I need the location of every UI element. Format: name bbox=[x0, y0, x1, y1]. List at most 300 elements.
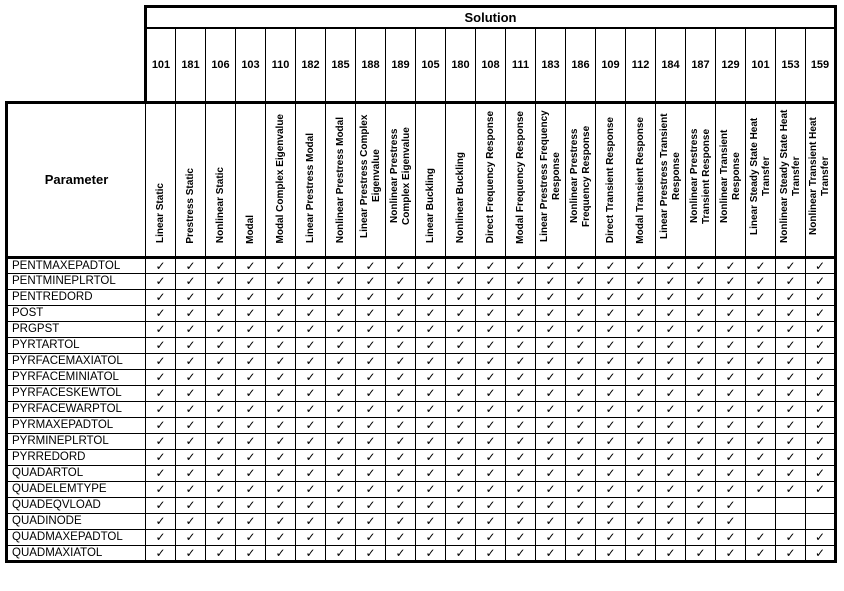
check-mark-cell: ✓ bbox=[146, 433, 176, 449]
parameter-row-QUADMAXEPADTOL bbox=[7, 529, 836, 545]
check-mark-cell: ✓ bbox=[176, 321, 206, 337]
parameter-row-PYRFACEWARPTOL bbox=[7, 401, 836, 417]
check-mark-cell: ✓ bbox=[806, 385, 836, 401]
check-mark-cell: ✓ bbox=[716, 497, 746, 513]
check-mark-cell: ✓ bbox=[176, 529, 206, 545]
solution-label-cell bbox=[266, 102, 296, 257]
check-mark-cell: ✓ bbox=[176, 417, 206, 433]
solution-code-189: 189 bbox=[386, 28, 416, 102]
parameter-name: PRGPST bbox=[7, 321, 146, 337]
check-mark-cell: ✓ bbox=[686, 497, 716, 513]
check-mark-cell: ✓ bbox=[776, 481, 806, 497]
check-mark-cell: ✓ bbox=[476, 433, 506, 449]
check-mark-cell: ✓ bbox=[566, 273, 596, 289]
check-mark-cell: ✓ bbox=[806, 337, 836, 353]
check-mark-cell: ✓ bbox=[776, 433, 806, 449]
check-mark-cell: ✓ bbox=[536, 465, 566, 481]
check-mark-cell: ✓ bbox=[266, 497, 296, 513]
check-mark-cell: ✓ bbox=[626, 369, 656, 385]
check-mark-cell: ✓ bbox=[236, 353, 266, 369]
check-mark-cell: ✓ bbox=[596, 545, 626, 561]
check-mark-cell: ✓ bbox=[716, 369, 746, 385]
check-mark-cell: ✓ bbox=[686, 321, 716, 337]
check-mark-cell: ✓ bbox=[446, 353, 476, 369]
check-mark-cell: ✓ bbox=[446, 465, 476, 481]
check-mark-cell: ✓ bbox=[386, 385, 416, 401]
check-mark-cell: ✓ bbox=[656, 321, 686, 337]
check-mark-cell: ✓ bbox=[536, 321, 566, 337]
check-mark-cell: ✓ bbox=[806, 529, 836, 545]
parameter-row-PYRFACEMINIATOL bbox=[7, 369, 836, 385]
check-mark-cell: ✓ bbox=[536, 353, 566, 369]
check-mark-cell: ✓ bbox=[326, 385, 356, 401]
check-mark-cell: ✓ bbox=[596, 289, 626, 305]
check-mark-cell: ✓ bbox=[626, 417, 656, 433]
check-mark-cell: ✓ bbox=[566, 513, 596, 529]
check-mark-cell: ✓ bbox=[596, 417, 626, 433]
parameter-row-QUADINODE bbox=[7, 513, 836, 529]
check-mark-cell: ✓ bbox=[746, 305, 776, 321]
check-mark-cell: ✓ bbox=[596, 513, 626, 529]
solution-code-159: 159 bbox=[806, 28, 836, 102]
check-mark-cell: ✓ bbox=[656, 257, 686, 273]
check-mark-cell: ✓ bbox=[386, 465, 416, 481]
solution-label-cell bbox=[506, 102, 536, 257]
solution-code-111: 111 bbox=[506, 28, 536, 102]
solution-label: Modal Transient Response bbox=[634, 116, 646, 244]
check-mark-cell: ✓ bbox=[206, 481, 236, 497]
solution-labels-row bbox=[7, 102, 836, 257]
check-mark-cell: ✓ bbox=[176, 305, 206, 321]
check-mark-cell: ✓ bbox=[596, 401, 626, 417]
check-mark-cell: ✓ bbox=[686, 305, 716, 321]
check-mark-cell: ✓ bbox=[296, 257, 326, 273]
check-mark-cell: ✓ bbox=[476, 289, 506, 305]
check-mark-cell: ✓ bbox=[236, 433, 266, 449]
solution-label-cell bbox=[806, 102, 836, 257]
check-mark-cell: ✓ bbox=[296, 305, 326, 321]
check-mark-cell: ✓ bbox=[656, 513, 686, 529]
check-mark-cell: ✓ bbox=[236, 273, 266, 289]
solution-code-101: 101 bbox=[746, 28, 776, 102]
solution-label-cell bbox=[446, 102, 476, 257]
check-mark-cell: ✓ bbox=[656, 449, 686, 465]
check-mark-cell: ✓ bbox=[716, 529, 746, 545]
check-mark-cell: ✓ bbox=[146, 481, 176, 497]
check-mark-cell: ✓ bbox=[536, 433, 566, 449]
check-mark-cell: ✓ bbox=[626, 289, 656, 305]
parameter-row-PENTREDORD bbox=[7, 289, 836, 305]
check-mark-cell: ✓ bbox=[686, 417, 716, 433]
check-mark-cell: ✓ bbox=[596, 257, 626, 273]
check-mark-cell: ✓ bbox=[476, 305, 506, 321]
check-mark-cell: ✓ bbox=[296, 401, 326, 417]
parameter-name: QUADELEMTYPE bbox=[7, 481, 146, 497]
check-mark-cell: ✓ bbox=[476, 449, 506, 465]
empty-cell bbox=[746, 497, 776, 513]
check-mark-cell: ✓ bbox=[476, 497, 506, 513]
check-mark-cell: ✓ bbox=[416, 289, 446, 305]
check-mark-cell: ✓ bbox=[506, 513, 536, 529]
check-mark-cell: ✓ bbox=[626, 465, 656, 481]
check-mark-cell: ✓ bbox=[416, 385, 446, 401]
solution-label-cell bbox=[626, 102, 656, 257]
check-mark-cell: ✓ bbox=[416, 257, 446, 273]
check-mark-cell: ✓ bbox=[746, 337, 776, 353]
check-mark-cell: ✓ bbox=[266, 433, 296, 449]
solution-code-110: 110 bbox=[266, 28, 296, 102]
check-mark-cell: ✓ bbox=[206, 369, 236, 385]
check-mark-cell: ✓ bbox=[296, 417, 326, 433]
check-mark-cell: ✓ bbox=[206, 257, 236, 273]
check-mark-cell: ✓ bbox=[356, 289, 386, 305]
check-mark-cell: ✓ bbox=[806, 257, 836, 273]
solution-code-103: 103 bbox=[236, 28, 266, 102]
check-mark-cell: ✓ bbox=[446, 417, 476, 433]
check-mark-cell: ✓ bbox=[656, 289, 686, 305]
solution-code-187: 187 bbox=[686, 28, 716, 102]
check-mark-cell: ✓ bbox=[236, 257, 266, 273]
check-mark-cell: ✓ bbox=[506, 385, 536, 401]
check-mark-cell: ✓ bbox=[296, 497, 326, 513]
check-mark-cell: ✓ bbox=[326, 417, 356, 433]
parameter-row-PYRFACESKEWTOL bbox=[7, 385, 836, 401]
check-mark-cell: ✓ bbox=[806, 481, 836, 497]
check-mark-cell: ✓ bbox=[386, 449, 416, 465]
check-mark-cell: ✓ bbox=[596, 481, 626, 497]
check-mark-cell: ✓ bbox=[656, 465, 686, 481]
empty-cell bbox=[776, 513, 806, 529]
check-mark-cell: ✓ bbox=[416, 529, 446, 545]
check-mark-cell: ✓ bbox=[746, 385, 776, 401]
check-mark-cell: ✓ bbox=[536, 529, 566, 545]
check-mark-cell: ✓ bbox=[596, 449, 626, 465]
check-mark-cell: ✓ bbox=[746, 529, 776, 545]
check-mark-cell: ✓ bbox=[446, 497, 476, 513]
check-mark-cell: ✓ bbox=[266, 481, 296, 497]
check-mark-cell: ✓ bbox=[506, 433, 536, 449]
check-mark-cell: ✓ bbox=[296, 369, 326, 385]
check-mark-cell: ✓ bbox=[386, 353, 416, 369]
check-mark-cell: ✓ bbox=[656, 369, 686, 385]
check-mark-cell: ✓ bbox=[176, 513, 206, 529]
solution-label: Prestress Static bbox=[184, 167, 196, 244]
parameter-row-QUADEQVLOAD bbox=[7, 497, 836, 513]
check-mark-cell: ✓ bbox=[416, 401, 446, 417]
check-mark-cell: ✓ bbox=[506, 497, 536, 513]
solution-header: Solution bbox=[146, 7, 836, 29]
solution-label-cell bbox=[476, 102, 506, 257]
check-mark-cell: ✓ bbox=[716, 257, 746, 273]
check-mark-cell: ✓ bbox=[356, 417, 386, 433]
check-mark-cell: ✓ bbox=[416, 369, 446, 385]
check-mark-cell: ✓ bbox=[746, 401, 776, 417]
check-mark-cell: ✓ bbox=[386, 289, 416, 305]
solution-code-185: 185 bbox=[326, 28, 356, 102]
check-mark-cell: ✓ bbox=[266, 545, 296, 561]
parameter-name: QUADINODE bbox=[7, 513, 146, 529]
check-mark-cell: ✓ bbox=[506, 353, 536, 369]
check-mark-cell: ✓ bbox=[206, 353, 236, 369]
check-mark-cell: ✓ bbox=[686, 513, 716, 529]
check-mark-cell: ✓ bbox=[326, 449, 356, 465]
parameter-name: PYRFACEMINIATOL bbox=[7, 369, 146, 385]
check-mark-cell: ✓ bbox=[206, 385, 236, 401]
check-mark-cell: ✓ bbox=[416, 321, 446, 337]
solution-code-101: 101 bbox=[146, 28, 176, 102]
check-mark-cell: ✓ bbox=[386, 417, 416, 433]
check-mark-cell: ✓ bbox=[206, 449, 236, 465]
check-mark-cell: ✓ bbox=[416, 513, 446, 529]
check-mark-cell: ✓ bbox=[356, 529, 386, 545]
check-mark-cell: ✓ bbox=[236, 449, 266, 465]
check-mark-cell: ✓ bbox=[536, 449, 566, 465]
check-mark-cell: ✓ bbox=[416, 497, 446, 513]
parameter-header: Parameter bbox=[7, 102, 146, 257]
check-mark-cell: ✓ bbox=[386, 273, 416, 289]
check-mark-cell: ✓ bbox=[806, 353, 836, 369]
check-mark-cell: ✓ bbox=[356, 369, 386, 385]
solution-label: Nonlinear Prestress Transient Response bbox=[688, 127, 712, 224]
check-mark-cell: ✓ bbox=[806, 401, 836, 417]
check-mark-cell: ✓ bbox=[146, 417, 176, 433]
check-mark-cell: ✓ bbox=[536, 305, 566, 321]
check-mark-cell: ✓ bbox=[356, 385, 386, 401]
check-mark-cell: ✓ bbox=[356, 497, 386, 513]
check-mark-cell: ✓ bbox=[716, 305, 746, 321]
check-mark-cell: ✓ bbox=[236, 545, 266, 561]
check-mark-cell: ✓ bbox=[596, 353, 626, 369]
check-mark-cell: ✓ bbox=[716, 353, 746, 369]
check-mark-cell: ✓ bbox=[566, 289, 596, 305]
check-mark-cell: ✓ bbox=[326, 529, 356, 545]
solution-code-109: 109 bbox=[596, 28, 626, 102]
check-mark-cell: ✓ bbox=[536, 545, 566, 561]
check-mark-cell: ✓ bbox=[626, 353, 656, 369]
check-mark-cell: ✓ bbox=[296, 465, 326, 481]
check-mark-cell: ✓ bbox=[296, 433, 326, 449]
check-mark-cell: ✓ bbox=[596, 385, 626, 401]
check-mark-cell: ✓ bbox=[776, 529, 806, 545]
check-mark-cell: ✓ bbox=[506, 545, 536, 561]
check-mark-cell: ✓ bbox=[296, 273, 326, 289]
solution-label-cell bbox=[326, 102, 356, 257]
check-mark-cell: ✓ bbox=[326, 353, 356, 369]
check-mark-cell: ✓ bbox=[626, 401, 656, 417]
solution-label: Direct Frequency Response bbox=[484, 111, 496, 244]
check-mark-cell: ✓ bbox=[596, 337, 626, 353]
check-mark-cell: ✓ bbox=[266, 337, 296, 353]
check-mark-cell: ✓ bbox=[506, 449, 536, 465]
check-mark-cell: ✓ bbox=[656, 401, 686, 417]
solution-label: Linear Prestress Modal bbox=[304, 133, 316, 244]
check-mark-cell: ✓ bbox=[206, 321, 236, 337]
check-mark-cell: ✓ bbox=[656, 481, 686, 497]
check-mark-cell: ✓ bbox=[596, 321, 626, 337]
check-mark-cell: ✓ bbox=[716, 385, 746, 401]
check-mark-cell: ✓ bbox=[506, 273, 536, 289]
check-mark-cell: ✓ bbox=[506, 481, 536, 497]
solution-label-cell bbox=[236, 102, 266, 257]
check-mark-cell: ✓ bbox=[146, 529, 176, 545]
check-mark-cell: ✓ bbox=[356, 465, 386, 481]
check-mark-cell: ✓ bbox=[746, 257, 776, 273]
check-mark-cell: ✓ bbox=[686, 337, 716, 353]
check-mark-cell: ✓ bbox=[686, 385, 716, 401]
check-mark-cell: ✓ bbox=[236, 529, 266, 545]
solution-label: Nonlinear Prestress Complex Eigenvalue bbox=[388, 126, 412, 225]
check-mark-cell: ✓ bbox=[566, 417, 596, 433]
check-mark-cell: ✓ bbox=[236, 369, 266, 385]
solution-label: Linear Prestress Complex Eigenvalue bbox=[358, 113, 382, 238]
check-mark-cell: ✓ bbox=[146, 385, 176, 401]
check-mark-cell: ✓ bbox=[296, 321, 326, 337]
parameter-name: QUADMAXEPADTOL bbox=[7, 529, 146, 545]
check-mark-cell: ✓ bbox=[356, 401, 386, 417]
check-mark-cell: ✓ bbox=[476, 273, 506, 289]
check-mark-cell: ✓ bbox=[716, 449, 746, 465]
check-mark-cell: ✓ bbox=[236, 289, 266, 305]
check-mark-cell: ✓ bbox=[176, 545, 206, 561]
check-mark-cell: ✓ bbox=[386, 529, 416, 545]
check-mark-cell: ✓ bbox=[626, 257, 656, 273]
check-mark-cell: ✓ bbox=[566, 385, 596, 401]
check-mark-cell: ✓ bbox=[776, 321, 806, 337]
check-mark-cell: ✓ bbox=[686, 257, 716, 273]
check-mark-cell: ✓ bbox=[806, 369, 836, 385]
check-mark-cell: ✓ bbox=[236, 481, 266, 497]
check-mark-cell: ✓ bbox=[326, 289, 356, 305]
check-mark-cell: ✓ bbox=[236, 513, 266, 529]
check-mark-cell: ✓ bbox=[446, 401, 476, 417]
solution-code-105: 105 bbox=[416, 28, 446, 102]
check-mark-cell: ✓ bbox=[536, 417, 566, 433]
check-mark-cell: ✓ bbox=[536, 385, 566, 401]
check-mark-cell: ✓ bbox=[566, 529, 596, 545]
check-mark-cell: ✓ bbox=[716, 513, 746, 529]
check-mark-cell: ✓ bbox=[356, 273, 386, 289]
check-mark-cell: ✓ bbox=[596, 433, 626, 449]
check-mark-cell: ✓ bbox=[476, 465, 506, 481]
check-mark-cell: ✓ bbox=[596, 497, 626, 513]
check-mark-cell: ✓ bbox=[476, 385, 506, 401]
solution-label: Direct Transient Response bbox=[604, 117, 616, 244]
parameter-name: PYRMINEPLRTOL bbox=[7, 433, 146, 449]
check-mark-cell: ✓ bbox=[266, 273, 296, 289]
check-mark-cell: ✓ bbox=[296, 449, 326, 465]
check-mark-cell: ✓ bbox=[566, 465, 596, 481]
check-mark-cell: ✓ bbox=[356, 257, 386, 273]
check-mark-cell: ✓ bbox=[446, 529, 476, 545]
check-mark-cell: ✓ bbox=[386, 305, 416, 321]
check-mark-cell: ✓ bbox=[746, 433, 776, 449]
solution-code-182: 182 bbox=[296, 28, 326, 102]
check-mark-cell: ✓ bbox=[626, 337, 656, 353]
check-mark-cell: ✓ bbox=[206, 305, 236, 321]
solution-label-cell bbox=[206, 102, 236, 257]
check-mark-cell: ✓ bbox=[506, 417, 536, 433]
check-mark-cell: ✓ bbox=[236, 417, 266, 433]
check-mark-cell: ✓ bbox=[206, 337, 236, 353]
check-mark-cell: ✓ bbox=[146, 513, 176, 529]
check-mark-cell: ✓ bbox=[206, 289, 236, 305]
parameter-name: PENTREDORD bbox=[7, 289, 146, 305]
check-mark-cell: ✓ bbox=[176, 497, 206, 513]
check-mark-cell: ✓ bbox=[566, 481, 596, 497]
check-mark-cell: ✓ bbox=[566, 545, 596, 561]
check-mark-cell: ✓ bbox=[416, 337, 446, 353]
check-mark-cell: ✓ bbox=[176, 385, 206, 401]
check-mark-cell: ✓ bbox=[146, 497, 176, 513]
check-mark-cell: ✓ bbox=[716, 481, 746, 497]
check-mark-cell: ✓ bbox=[776, 417, 806, 433]
check-mark-cell: ✓ bbox=[206, 401, 236, 417]
check-mark-cell: ✓ bbox=[626, 305, 656, 321]
check-mark-cell: ✓ bbox=[716, 337, 746, 353]
solution-label: Linear Buckling bbox=[424, 168, 436, 244]
check-mark-cell: ✓ bbox=[416, 305, 446, 321]
check-mark-cell: ✓ bbox=[626, 545, 656, 561]
check-mark-cell: ✓ bbox=[506, 321, 536, 337]
check-mark-cell: ✓ bbox=[266, 353, 296, 369]
check-mark-cell: ✓ bbox=[476, 353, 506, 369]
empty-cell bbox=[806, 497, 836, 513]
check-mark-cell: ✓ bbox=[326, 497, 356, 513]
check-mark-cell: ✓ bbox=[686, 545, 716, 561]
check-mark-cell: ✓ bbox=[656, 417, 686, 433]
check-mark-cell: ✓ bbox=[596, 529, 626, 545]
check-mark-cell: ✓ bbox=[746, 417, 776, 433]
check-mark-cell: ✓ bbox=[446, 273, 476, 289]
check-mark-cell: ✓ bbox=[806, 305, 836, 321]
check-mark-cell: ✓ bbox=[746, 353, 776, 369]
check-mark-cell: ✓ bbox=[746, 369, 776, 385]
check-mark-cell: ✓ bbox=[356, 449, 386, 465]
check-mark-cell: ✓ bbox=[326, 465, 356, 481]
check-mark-cell: ✓ bbox=[416, 353, 446, 369]
check-mark-cell: ✓ bbox=[476, 529, 506, 545]
solution-label-cell bbox=[146, 102, 176, 257]
check-mark-cell: ✓ bbox=[626, 497, 656, 513]
check-mark-cell: ✓ bbox=[176, 289, 206, 305]
check-mark-cell: ✓ bbox=[446, 433, 476, 449]
parameter-row-QUADARTOL bbox=[7, 465, 836, 481]
check-mark-cell: ✓ bbox=[206, 433, 236, 449]
check-mark-cell: ✓ bbox=[326, 273, 356, 289]
check-mark-cell: ✓ bbox=[236, 385, 266, 401]
check-mark-cell: ✓ bbox=[506, 401, 536, 417]
check-mark-cell: ✓ bbox=[746, 545, 776, 561]
check-mark-cell: ✓ bbox=[476, 401, 506, 417]
check-mark-cell: ✓ bbox=[386, 481, 416, 497]
check-mark-cell: ✓ bbox=[746, 321, 776, 337]
parameter-row-PYRMAXEPADTOL bbox=[7, 417, 836, 433]
check-mark-cell: ✓ bbox=[446, 545, 476, 561]
solution-label: Modal Complex Eigenvalue bbox=[274, 114, 286, 244]
check-mark-cell: ✓ bbox=[536, 513, 566, 529]
parameter-name: QUADARTOL bbox=[7, 465, 146, 481]
check-mark-cell: ✓ bbox=[296, 529, 326, 545]
parameter-row-PYRTARTOL bbox=[7, 337, 836, 353]
parameter-row-QUADELEMTYPE bbox=[7, 481, 836, 497]
check-mark-cell: ✓ bbox=[776, 305, 806, 321]
parameter-row-QUADMAXIATOL bbox=[7, 545, 836, 561]
check-mark-cell: ✓ bbox=[656, 353, 686, 369]
check-mark-cell: ✓ bbox=[326, 433, 356, 449]
solution-label: Linear Prestress Frequency Response bbox=[538, 109, 562, 242]
check-mark-cell: ✓ bbox=[626, 321, 656, 337]
check-mark-cell: ✓ bbox=[266, 449, 296, 465]
